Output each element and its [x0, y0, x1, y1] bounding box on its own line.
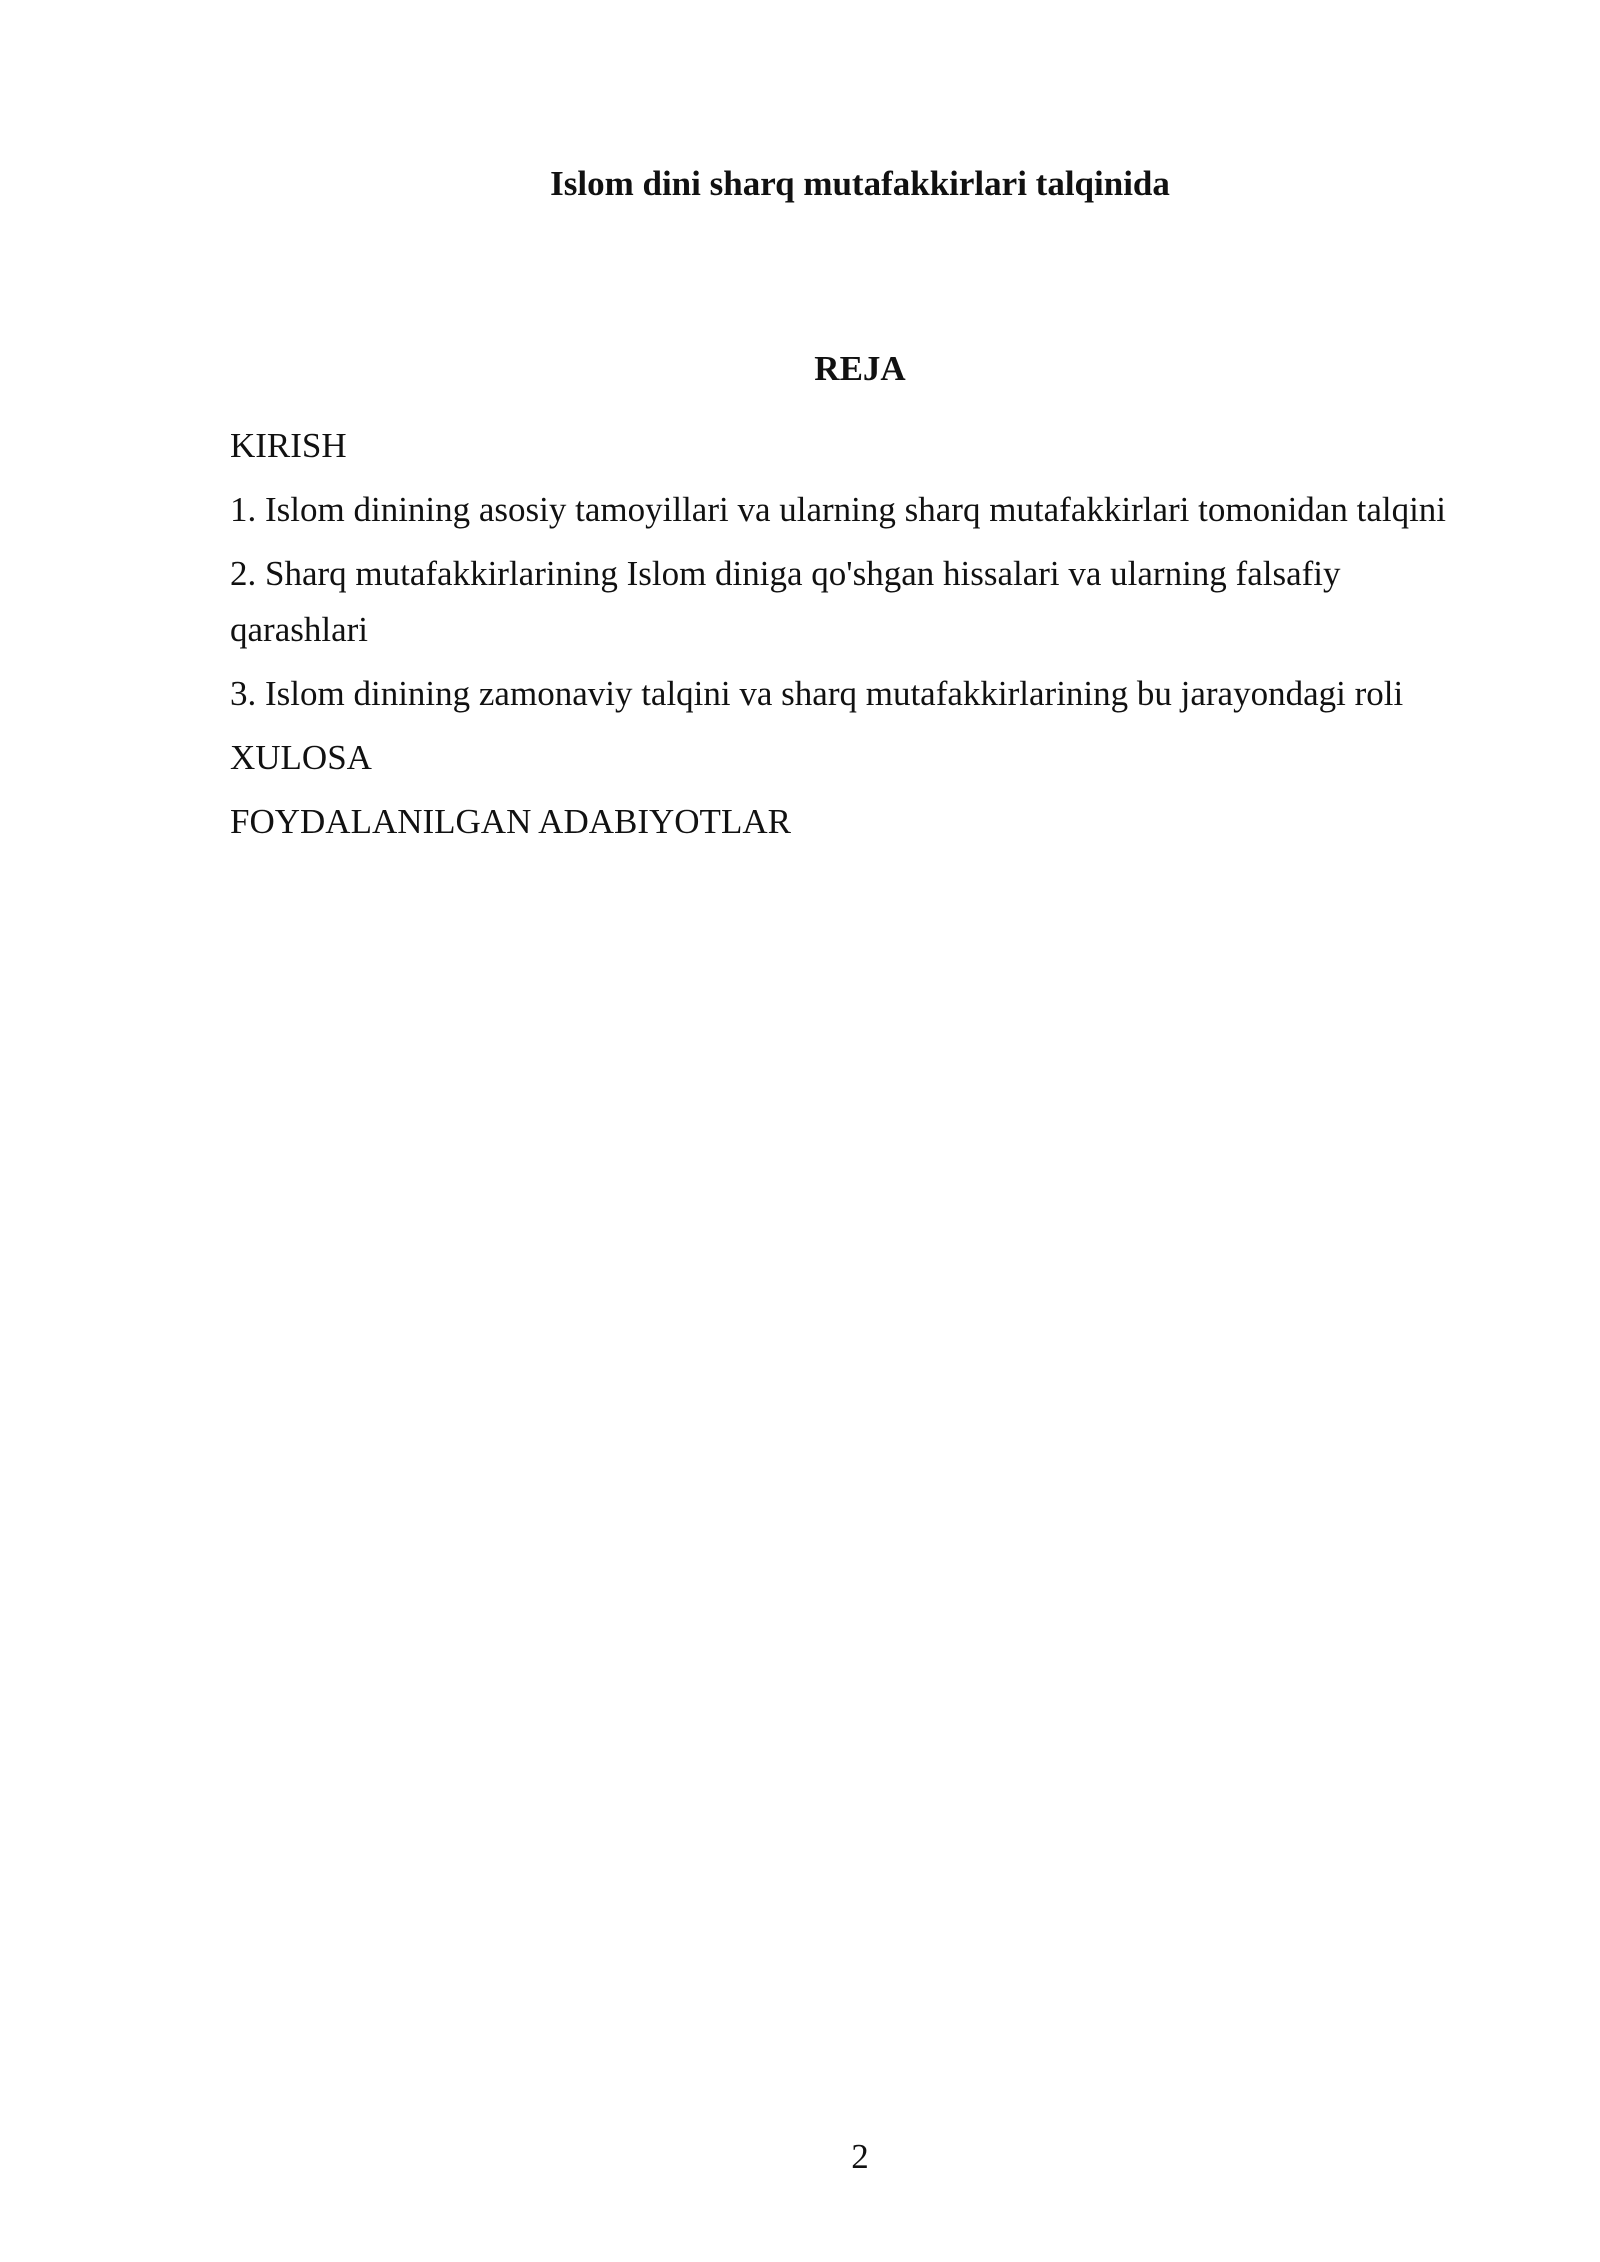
plan-item-references: FOYDALANILGAN ADABIYOTLAR — [230, 802, 791, 841]
page-number: 2 — [851, 2137, 869, 2176]
plan-item-section-2: 2. Sharq mutafakkirlarining Islom diniga qo'shgan hissalari va ularning falsafiy qarashlari — [230, 554, 1341, 649]
document-title: Islom dini sharq mutafakkirlari talqinida — [550, 164, 1170, 203]
plan-list — [230, 418, 1450, 858]
plan-heading: REJA — [814, 349, 906, 388]
plan-item-conclusion: XULOSA — [230, 738, 372, 777]
plan-item-introduction: KIRISH — [230, 426, 347, 465]
plan-item-section-1: 1. Islom dinining asosiy tamoyillari va ularning sharq mutafakkirlari tomonidan talqini — [230, 490, 1447, 529]
plan-item-section-3: 3. Islom dinining zamonaviy talqini va sharq mutafakkirlarining bu jarayondagi roli — [230, 674, 1404, 713]
